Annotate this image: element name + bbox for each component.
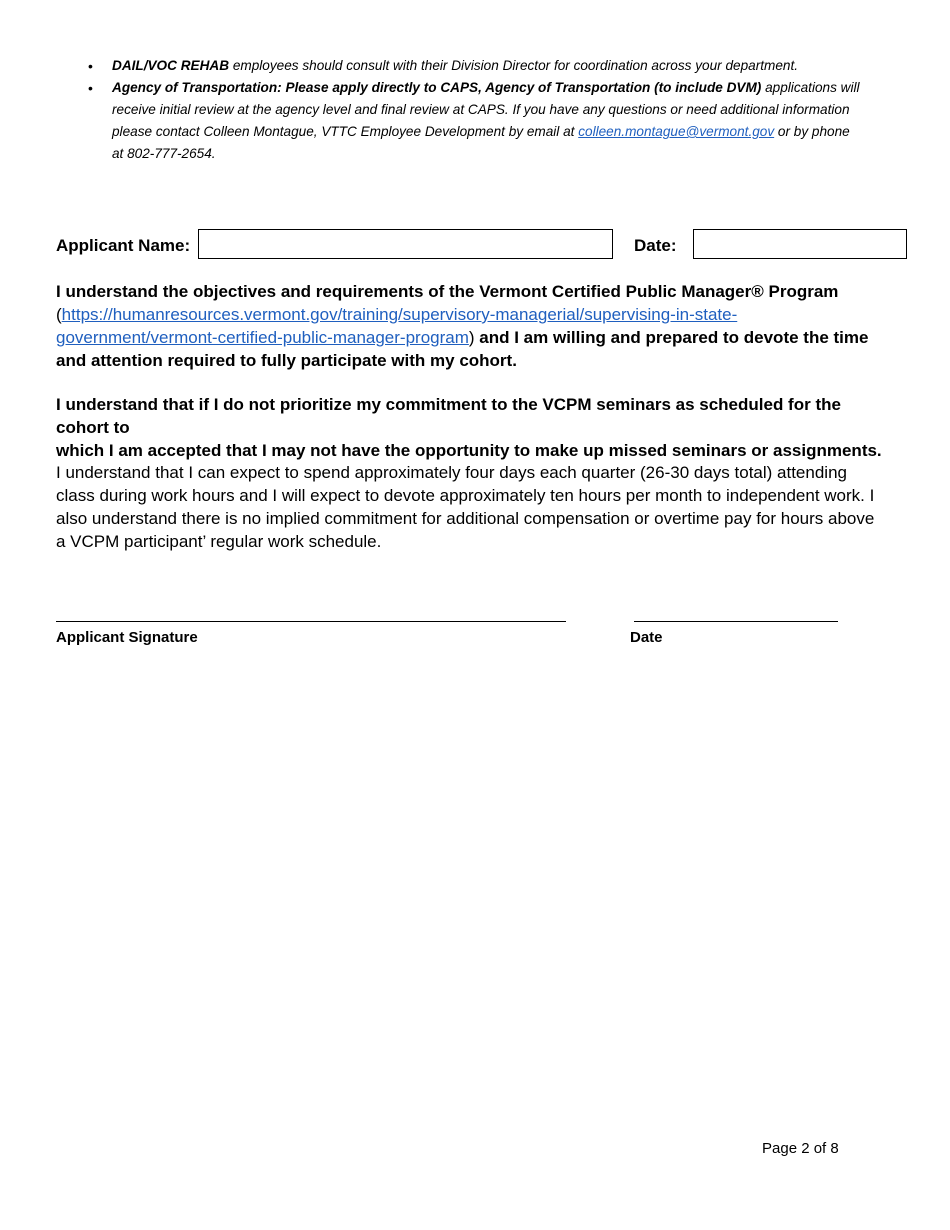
date-field[interactable] (693, 229, 907, 259)
date-input[interactable] (694, 230, 906, 258)
bullet-text: at 802-777-2654. (112, 146, 216, 161)
bullet-bold-text: Agency of Transportation: Please apply directly to CAPS, Agency of Transportation (to include DVM) (112, 80, 762, 95)
bullet-text: or by phone (774, 124, 850, 139)
instructions-list (88, 55, 908, 165)
applicant-signature-label: Applicant Signature (56, 629, 198, 646)
program-link-continued[interactable]: government/vermont-certified-public-manager-program (56, 328, 469, 347)
list-item (88, 77, 908, 165)
paragraph-text: a VCPM participant’ regular work schedule. (56, 532, 382, 551)
bullet-text: applications will (761, 80, 860, 95)
paragraph-text: and attention required to fully participate with my cohort. (56, 351, 517, 370)
program-link[interactable]: https://humanresources.vermont.gov/training/supervisory-managerial/supervising-in-state- (61, 305, 738, 324)
signature-date-label: Date (630, 629, 663, 646)
signature-date-line[interactable] (634, 621, 838, 622)
list-item (88, 55, 908, 77)
applicant-name-label: Applicant Name: (56, 236, 191, 255)
bullet-icon: • (88, 58, 93, 74)
paragraph-text: and I am willing and prepared to devote the time (474, 328, 869, 347)
paragraph-text: which I am accepted that I may not have the opportunity to make up missed seminars or assignments. (56, 441, 882, 460)
acknowledgement-paragraph-1 (56, 280, 898, 372)
applicant-name-input[interactable] (199, 230, 612, 258)
paragraph-text: I understand that I can expect to spend approximately four days each quarter (26-30 days total) attending (56, 463, 847, 482)
email-link[interactable]: colleen.montague@vermont.gov (578, 124, 775, 139)
applicant-name-field[interactable] (198, 229, 613, 259)
paragraph-text: I understand the objectives and requirements of the Vermont Certified Public Manager® Program (56, 282, 839, 301)
paragraph-text: also understand there is no implied commitment for additional compensation or overtime pay for hours above (56, 509, 875, 528)
paren-close: ) (468, 328, 475, 347)
bullet-text: employees should consult with their Division Director for coordination across your department. (229, 58, 798, 73)
date-label: Date: (634, 236, 677, 255)
paragraph-text: I understand that if I do not prioritize my commitment to the VCPM seminars as scheduled for the cohort to (56, 395, 841, 437)
paragraph-text: class during work hours and I will expect to devote approximately ten hours per month to independent work. I (56, 486, 875, 505)
bullet-text: please contact Colleen Montague, VTTC Employee Development by email at (112, 124, 579, 139)
bullet-icon: • (88, 80, 93, 96)
signature-line[interactable] (56, 621, 566, 622)
bullet-bold-text: DAIL/VOC REHAB (112, 58, 230, 73)
paren-open: ( (56, 305, 62, 324)
bullet-text: receive initial review at the agency level and final review at CAPS. If you have any questions or need additional information (112, 102, 850, 117)
acknowledgement-paragraph-3 (56, 461, 898, 553)
acknowledgement-paragraph-2 (56, 393, 898, 462)
page-number: Page 2 of 8 (762, 1140, 839, 1157)
